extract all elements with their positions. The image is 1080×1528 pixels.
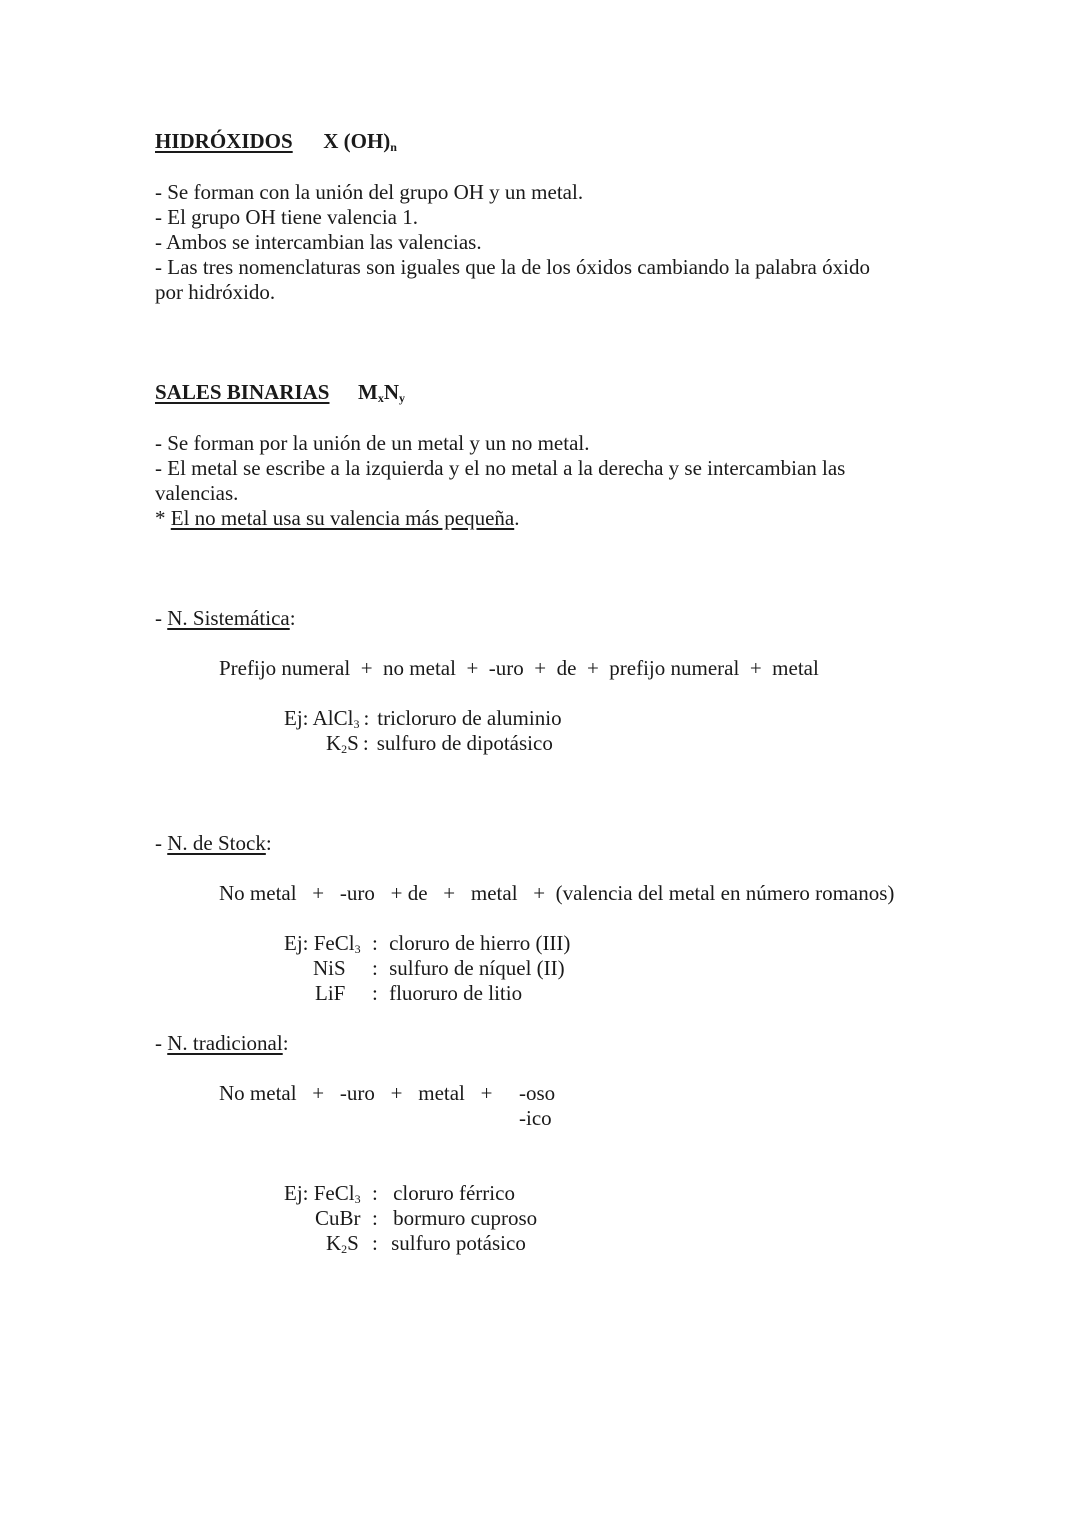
sales-note: * El no metal usa su valencia más pequeña. — [155, 506, 520, 530]
sales-bullet-1: - Se forman por la unión de un metal y un no metal. — [155, 431, 590, 455]
sales-title: SALES BINARIAS — [155, 380, 330, 404]
tradicional-example-2-name: : bormuro cuproso — [372, 1206, 538, 1230]
sales-formula: $M_xN_y$ — [357, 380, 405, 405]
stock-heading: - N. de Stock: — [155, 831, 272, 855]
sales-heading — [155, 380, 405, 405]
stock-example-1: Ej: FeCl$_3$ — [284, 931, 361, 956]
tradicional-suffix-oso: -oso — [519, 1081, 556, 1105]
hidroxidos-bullet-1: - Se forman con la unión del grupo OH y un metal. — [155, 180, 584, 204]
tradicional-example-3-name: : sulfuro potásico — [372, 1231, 526, 1255]
sistematica-heading: - N. Sistemática: — [155, 606, 296, 630]
stock-example-3: LiF — [315, 981, 346, 1005]
hidroxidos-bullet-5: por hidróxido. — [155, 280, 276, 304]
sistematica-label: N. Sistemática — [167, 606, 290, 630]
stock-example-1-name: : cloruro de hierro (III) — [372, 931, 571, 955]
stock-label: N. de Stock — [167, 831, 266, 855]
hidroxidos-bullet-3: - Ambos se intercambian las valencias. — [155, 230, 482, 254]
tradicional-example-2: CuBr — [315, 1206, 361, 1230]
hidroxidos-title: HIDRÓXIDOS — [155, 129, 293, 153]
tradicional-label: N. tradicional — [167, 1031, 283, 1055]
hidroxidos-bullet-4: - Las tres nomenclaturas son iguales que la de los óxidos cambiando la palabra óxido — [155, 255, 870, 279]
stock-rule: No metal + -uro + de + metal + (valencia del metal en número romanos) — [219, 881, 895, 905]
tradicional-rule: No metal + -uro + metal + — [219, 1081, 493, 1105]
stock-example-3-name: : fluoruro de litio — [372, 981, 523, 1005]
tradicional-suffix-ico: -ico — [519, 1106, 552, 1130]
tradicional-heading: - N. tradicional: — [155, 1031, 289, 1055]
hidroxidos-heading — [155, 129, 397, 154]
hidroxidos-formula: X $(OH)_n$ — [323, 129, 397, 154]
sistematica-rule: Prefijo numeral + no metal + -uro + de + prefijo numeral + metal — [219, 656, 819, 680]
tradicional-example-1: Ej: FeCl$_3$ — [284, 1181, 361, 1206]
sistematica-example-1: Ej: AlCl$_3$ : tricloruro de aluminio — [284, 706, 562, 731]
sales-bullet-3: valencias. — [155, 481, 239, 505]
stock-example-2: NiS — [313, 956, 346, 980]
sistematica-example-2: $K_2S$ : sulfuro de dipotásico — [326, 731, 553, 756]
tradicional-example-1-name: : cloruro férrico — [372, 1181, 515, 1205]
stock-example-2-name: : sulfuro de níquel (II) — [372, 956, 565, 980]
sales-bullet-2: - El metal se escribe a la izquierda y el no metal a la derecha y se intercambian las — [155, 456, 846, 480]
tradicional-example-3: $K_2S$ — [326, 1231, 359, 1256]
sales-note-text: El no metal usa su valencia más pequeña — [170, 506, 515, 530]
hidroxidos-bullet-2: - El grupo OH tiene valencia 1. — [155, 205, 418, 229]
